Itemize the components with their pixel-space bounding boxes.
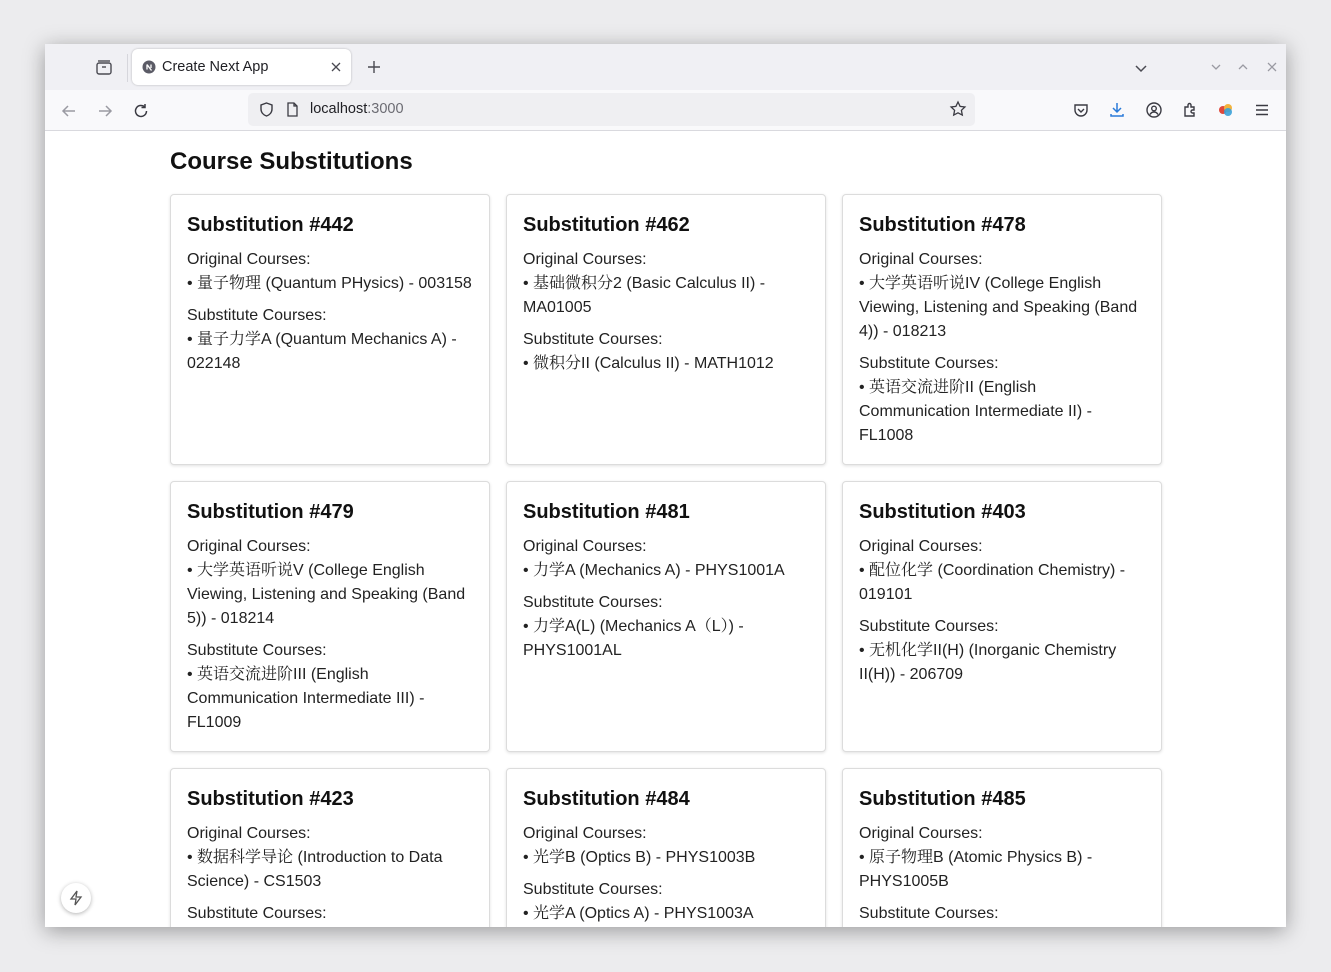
url-port: :3000 xyxy=(367,101,404,117)
substitute-course-item: • 微积分II (Calculus II) - MATH1012 xyxy=(523,355,774,372)
substitution-heading: Substitution #479 xyxy=(187,501,354,523)
substitute-course-item: • 英语交流进阶III (English Communication Intermediate III) - FL1009 xyxy=(187,666,425,731)
page-content xyxy=(45,131,1286,927)
substitution-card xyxy=(170,768,490,927)
substitute-courses-label: Substitute Courses: xyxy=(523,881,663,898)
tab-manager-icon[interactable] xyxy=(94,58,114,78)
url-host: localhost xyxy=(310,101,368,117)
account-icon[interactable] xyxy=(1145,101,1163,119)
page-info-icon[interactable] xyxy=(285,101,300,118)
substitution-card xyxy=(842,768,1162,927)
reload-icon[interactable] xyxy=(132,102,150,120)
substitute-courses-label: Substitute Courses: xyxy=(187,307,327,324)
nextjs-favicon-icon xyxy=(142,60,156,74)
original-course-item: • 量子物理 (Quantum PHysics) - 003158 xyxy=(187,275,472,292)
original-course-item: • 光学B (Optics B) - PHYS1003B xyxy=(523,849,756,866)
substitution-heading: Substitution #403 xyxy=(859,501,1026,523)
original-courses-label: Original Courses: xyxy=(523,251,647,268)
substitution-heading: Substitution #423 xyxy=(187,788,354,810)
substitution-card xyxy=(842,481,1162,752)
original-course-item: • 原子物理B (Atomic Physics B) - PHYS1005B xyxy=(859,849,1093,890)
substitute-courses-label: Substitute Courses: xyxy=(859,618,999,635)
page-title: Course Substitutions xyxy=(170,148,413,175)
substitution-heading: Substitution #462 xyxy=(523,214,690,236)
original-course-item: • 大学英语听说IV (College English Viewing, Listening and Speaking (Band 4)) - 018213 xyxy=(859,275,1138,340)
substitution-heading: Substitution #485 xyxy=(859,788,1026,810)
substitution-heading: Substitution #481 xyxy=(523,501,690,523)
substitution-card xyxy=(842,194,1162,465)
original-courses-label: Original Courses: xyxy=(523,825,647,842)
substitution-card xyxy=(506,768,826,927)
original-courses-label: Original Courses: xyxy=(859,538,983,555)
substitution-heading: Substitution #478 xyxy=(859,214,1026,236)
back-arrow-icon[interactable] xyxy=(60,102,78,120)
substitute-courses-label: Substitute Courses: xyxy=(523,331,663,348)
browser-tab[interactable] xyxy=(132,49,351,85)
substitution-card xyxy=(170,481,490,752)
substitution-card xyxy=(506,481,826,752)
tab-title: Create Next App xyxy=(162,59,269,75)
substitute-courses-label: Substitute Courses: xyxy=(859,905,999,922)
shield-icon[interactable] xyxy=(258,101,275,118)
original-course-item: • 数据科学导论 (Introduction to Data Science) - CS1503 xyxy=(187,849,443,890)
original-courses-label: Original Courses: xyxy=(187,538,311,555)
original-course-item: • 基础微积分2 (Basic Calculus II) - MA01005 xyxy=(523,275,766,316)
substitute-courses-label: Substitute Courses: xyxy=(859,355,999,372)
substitute-courses-label: Substitute Courses: xyxy=(187,905,327,922)
substitute-course-item: • 光学A (Optics A) - PHYS1003A xyxy=(523,905,754,922)
original-courses-label: Original Courses: xyxy=(187,251,311,268)
window-close-icon[interactable] xyxy=(1265,60,1279,74)
forward-arrow-icon[interactable] xyxy=(96,102,114,120)
tab-separator xyxy=(127,54,128,82)
original-courses-label: Original Courses: xyxy=(859,825,983,842)
substitution-heading: Substitution #484 xyxy=(523,788,690,810)
original-courses-label: Original Courses: xyxy=(187,825,311,842)
tab-bar xyxy=(45,44,1286,90)
substitute-courses-label: Substitute Courses: xyxy=(523,594,663,611)
url-text[interactable] xyxy=(310,101,404,117)
close-icon[interactable] xyxy=(329,60,343,74)
substitute-course-item: • 英语交流进阶II (English Communication Intermediate II) - FL1008 xyxy=(859,379,1092,444)
plus-icon[interactable] xyxy=(366,59,382,75)
bookmark-star-icon[interactable] xyxy=(949,100,967,118)
browser-window xyxy=(45,44,1286,927)
substitution-card xyxy=(170,194,490,465)
original-course-item: • 大学英语听说V (College English Viewing, Listening and Speaking (Band 5)) - 018214 xyxy=(187,562,466,627)
menu-icon[interactable] xyxy=(1253,101,1271,119)
original-courses-label: Original Courses: xyxy=(859,251,983,268)
substitute-course-item: • 力学A(L) (Mechanics A（L）) - PHYS1001AL xyxy=(523,618,744,659)
url-bar[interactable] xyxy=(248,93,975,126)
lightning-icon xyxy=(69,890,83,906)
chevron-down-icon[interactable] xyxy=(1133,60,1149,76)
maximize-chevron-icon[interactable] xyxy=(1236,60,1250,74)
original-courses-label: Original Courses: xyxy=(523,538,647,555)
minimize-chevron-icon[interactable] xyxy=(1209,60,1223,74)
original-course-item: • 力学A (Mechanics A) - PHYS1001A xyxy=(523,562,785,579)
substitution-heading: Substitution #442 xyxy=(187,214,354,236)
substitute-course-item: • 量子力学A (Quantum Mechanics A) - 022148 xyxy=(187,331,457,372)
pocket-icon[interactable] xyxy=(1072,101,1090,119)
original-course-item: • 配位化学 (Coordination Chemistry) - 019101 xyxy=(859,562,1126,603)
nextjs-dev-tools-button[interactable] xyxy=(61,883,91,913)
download-icon[interactable] xyxy=(1108,101,1126,119)
navigation-toolbar xyxy=(45,90,1286,131)
extensions-icon[interactable] xyxy=(1181,101,1199,119)
substitution-grid xyxy=(170,194,1162,927)
substitute-courses-label: Substitute Courses: xyxy=(187,642,327,659)
substitution-card xyxy=(506,194,826,465)
substitute-course-item: • 无机化学II(H) (Inorganic Chemistry II(H)) - 206709 xyxy=(859,642,1117,683)
colorful-extension-icon[interactable] xyxy=(1217,101,1235,119)
